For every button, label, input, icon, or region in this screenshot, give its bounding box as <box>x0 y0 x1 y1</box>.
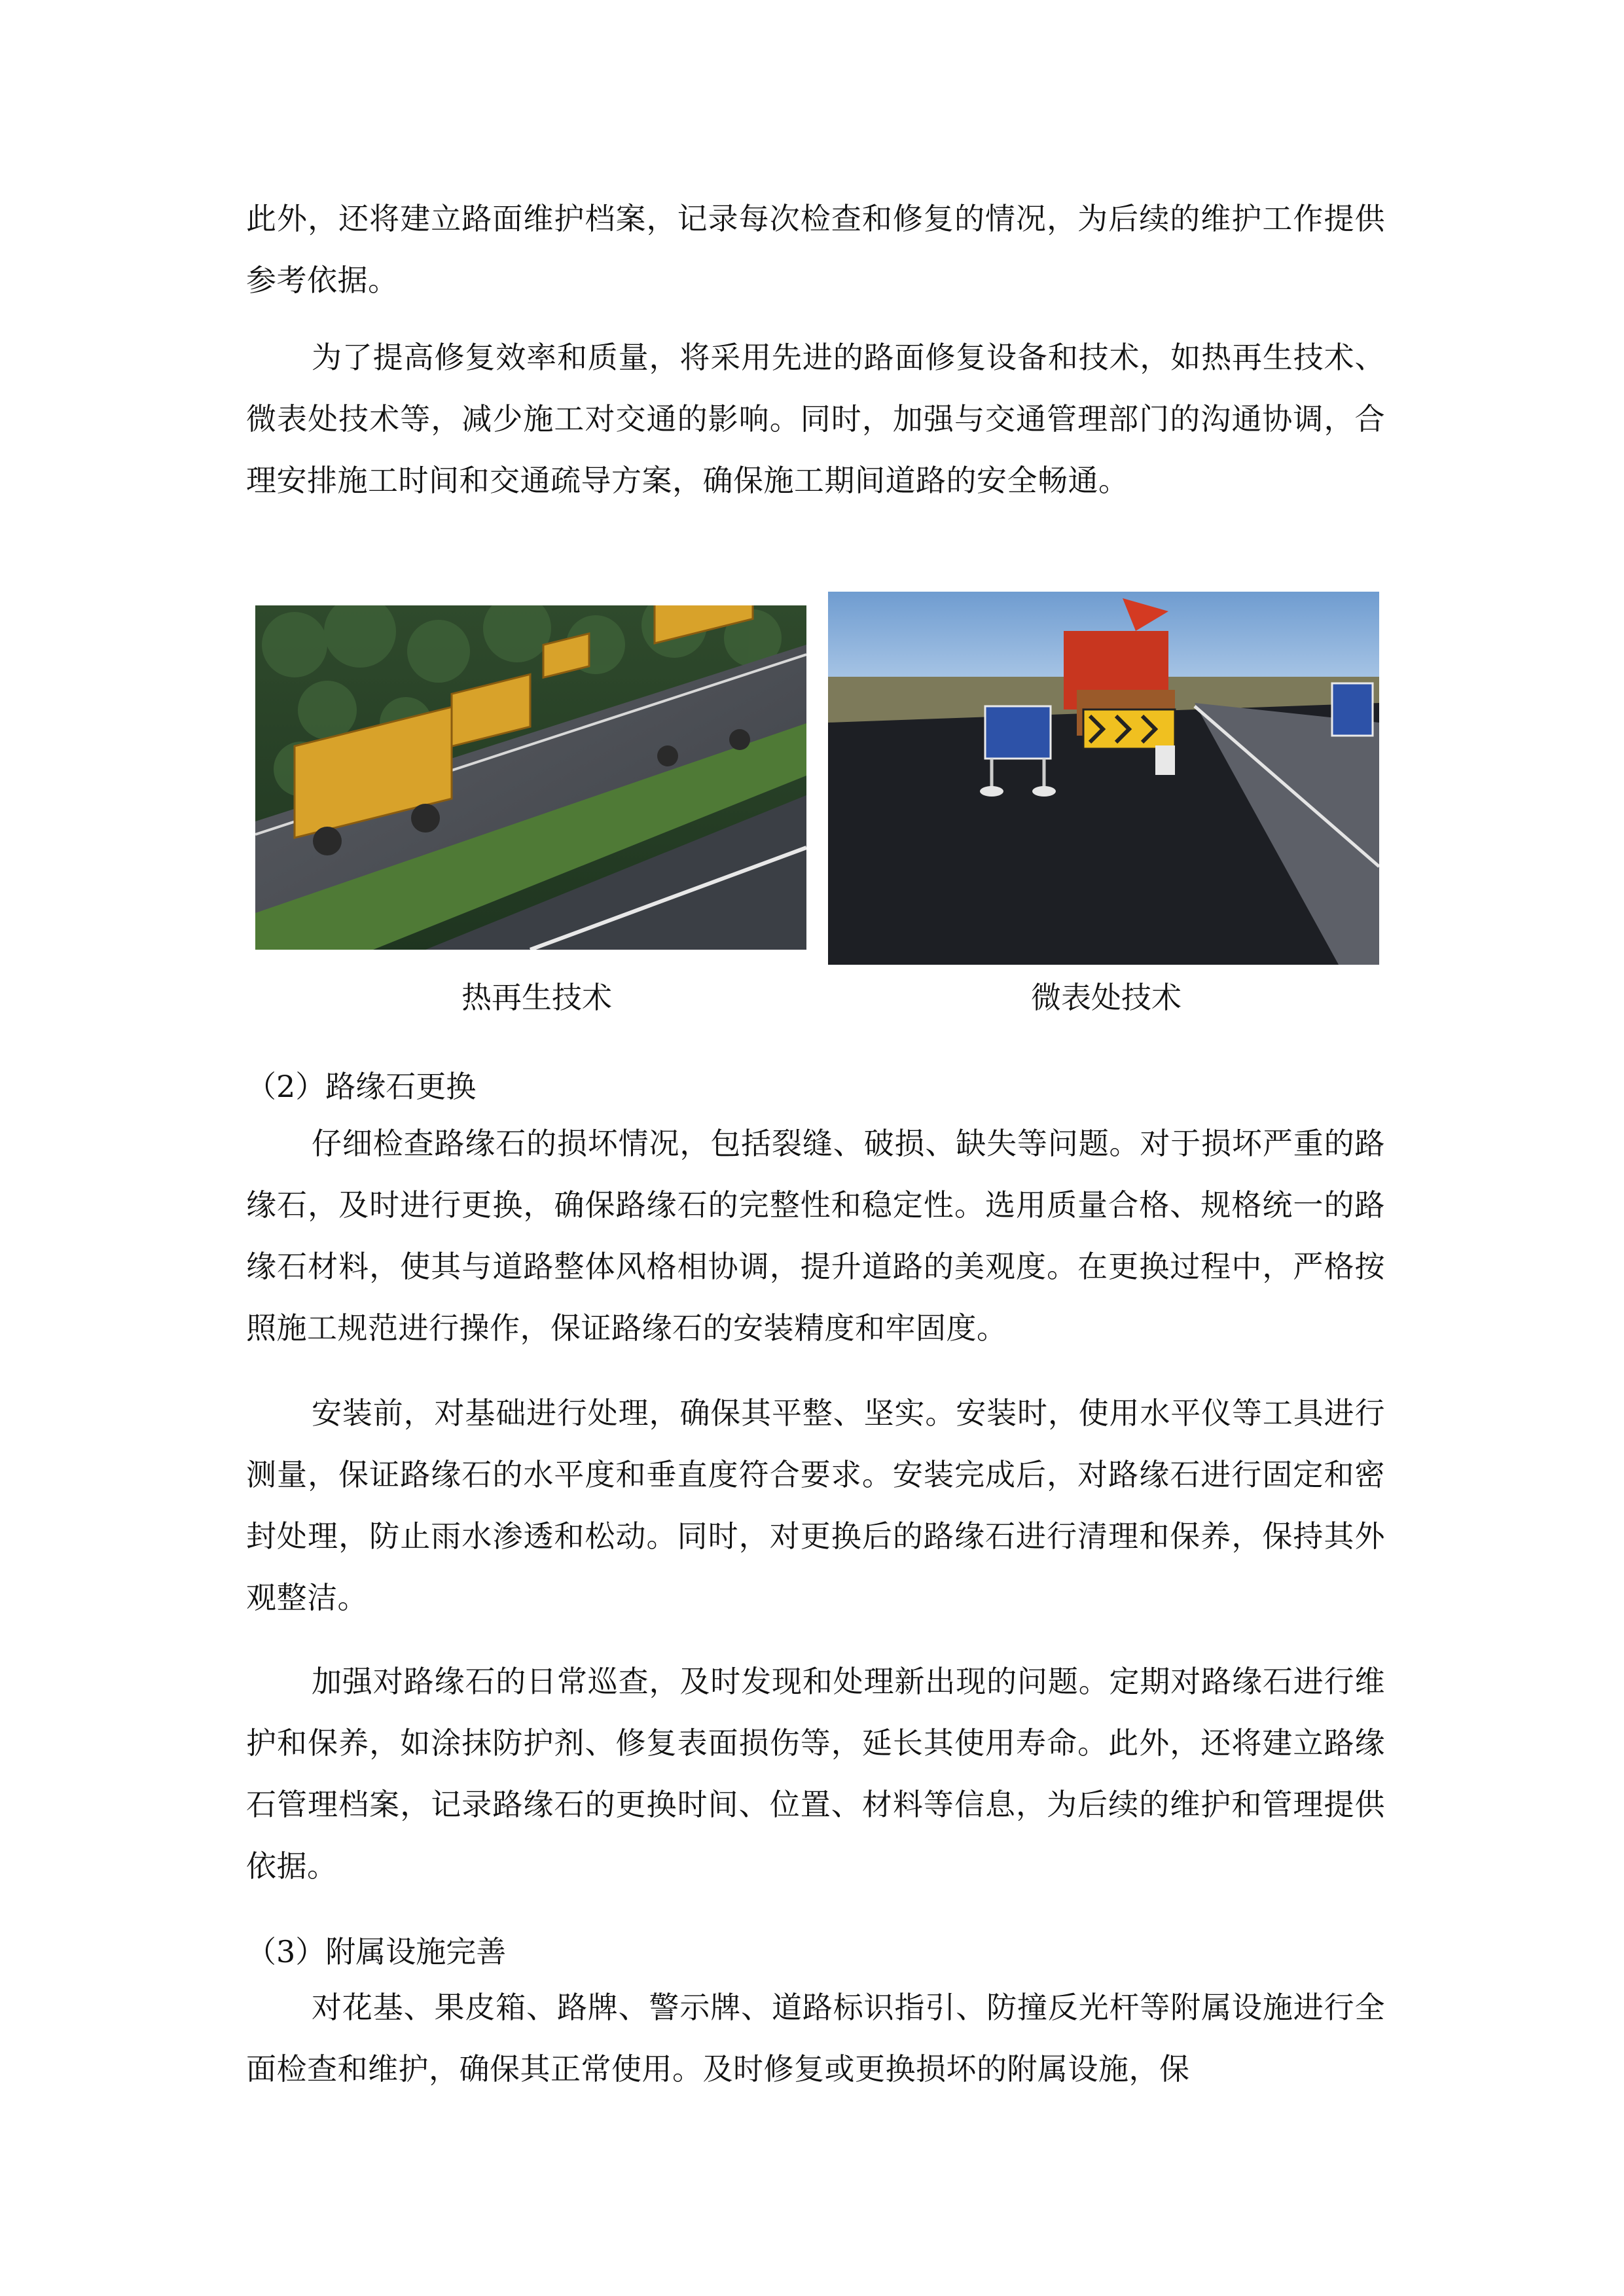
caption-micro-surfacing: 微表处技术 <box>1031 980 1182 1015</box>
paragraph-curb-maintenance: 加强对路缘石的日常巡查，及时发现和处理新出现的问题。定期对路缘石进行维护和保养，如涂抹防护剂、修复表面损伤等，延长其使用寿命。此外，还将建立路缘石管理档案，记录路缘石的更换时间、位置、材料等信息，为后续的维护和管理提供依据。 <box>246 1664 1385 1884</box>
paragraph-archive: 此外，还将建立路面维护档案，记录每次检查和修复的情况，为后续的维护工作提供参考依据。 <box>246 201 1385 298</box>
caption-hot-recycling: 热再生技术 <box>461 980 612 1015</box>
section-heading-curb-replacement: （2）路缘石更换 <box>246 1069 477 1104</box>
paragraph-repair-technology: 为了提高修复效率和质量，将采用先进的路面修复设备和技术，如热再生技术、微表处技术等，减少施工对交通的影响。同时，加强与交通管理部门的沟通协调，合理安排施工时间和交通疏导方案，确保施工期间道路的安全畅通。 <box>246 340 1385 498</box>
section-heading-facilities: （3）附属设施完善 <box>246 1934 507 1969</box>
photo-micro-surfacing <box>828 592 1379 965</box>
paragraph-curb-inspection: 仔细检查路缘石的损坏情况，包括裂缝、破损、缺失等问题。对于损坏严重的路缘石，及时进行更换，确保路缘石的完整性和稳定性。选用质量合格、规格统一的路缘石材料，使其与道路整体风格相协调，提升道路的美观度。在更换过程中，严格按照施工规范进行操作，保证路缘石的安装精度和牢固度。 <box>246 1126 1385 1346</box>
photo-hot-recycling <box>255 605 806 950</box>
paragraph-facilities: 对花基、果皮箱、路牌、警示牌、道路标识指引、防撞反光杆等附属设施进行全面检查和维护，确保其正常使用。及时修复或更换损坏的附属设施，保 <box>246 1990 1385 2087</box>
paragraph-curb-installation: 安装前，对基础进行处理，确保其平整、坚实。安装时，使用水平仪等工具进行测量，保证路缘石的水平度和垂直度符合要求。安装完成后，对路缘石进行固定和密封处理，防止雨水渗透和松动。同时，对更换后的路缘石进行清理和保养，保持其外观整洁。 <box>246 1395 1385 1615</box>
